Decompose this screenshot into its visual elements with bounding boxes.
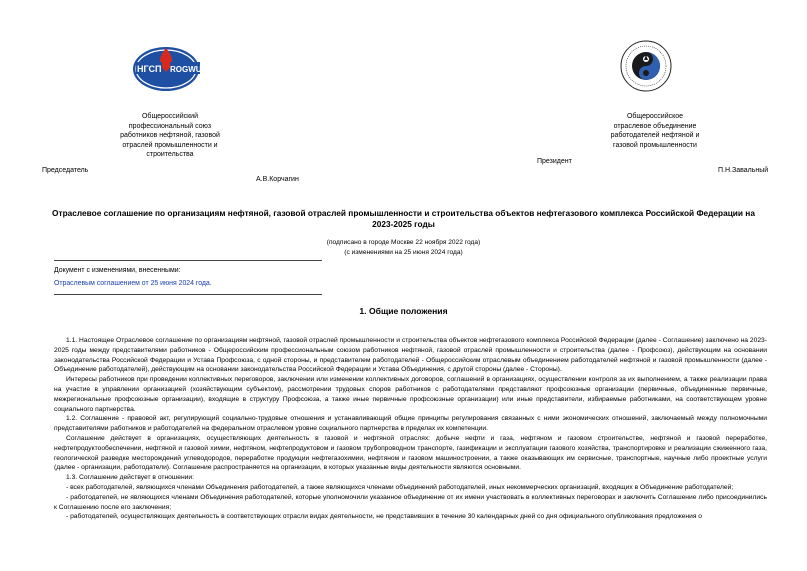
left-organization-name	[112, 112, 228, 160]
org-line: работодателей нефтяной и	[610, 132, 700, 139]
amendment-label: Документ с изменениями, внесенными:	[54, 267, 181, 274]
chair-name: А.В.Корчагин	[256, 176, 299, 183]
logo-text-left: НГСП	[137, 64, 162, 74]
amendment-link[interactable]: Отраслевым соглашением от 25 июня 2024 года.	[54, 280, 212, 287]
right-organization-name	[597, 112, 713, 150]
org-line: отраслей промышленности и	[122, 141, 218, 149]
org-line: отраслевое объединение	[613, 122, 697, 130]
divider-top	[54, 260, 322, 261]
document-title: Отраслевое соглашение по организациям нефтяной, газовой отраслей промышленности и строительства объектов нефтегазового комплекса Российской Федерации на 2023-2025 годы	[52, 208, 755, 229]
paragraph: 1.3. Соглашение действует в отношении:	[66, 474, 194, 482]
president-label: Президент	[537, 158, 572, 165]
amend-note: (с изменениями на 25 июня 2024 года)	[344, 248, 463, 256]
paragraph: Соглашение действует в организациях, осуществляющих деятельность в газовой и нефтяной отраслях: добыче нефти и газа, нефтяном и газовом строительстве, нефтяной и газовой переработке, нефтепродуктообеспечении, нефтяной и газовой химии, нефтяном, нефтепродуктовом и газовом трубопроводном транспорте, газификации и эксплуатации газового хозяйства, транспортировке и реализации сжиженного газа, геологической разведке месторождений углеводородов, переработке продукции нефтегазохимии, нефтяном и газовом машиностроении, а также оказывающих им сервисные, транспортные, научные либо проектные услуги (далее - организации, работодатели). Соглашение распространяется на организации, в которых указанные виды деятельности являются основными.	[54, 434, 767, 472]
paragraph: - работодателей, не являющихся членами Объединения работодателей, которые уполномочили указанное объединение от их имени участвовать в коллективных переговорах и заключить Соглашение либо присоединились к Соглашению после его заключения;	[54, 493, 767, 511]
divider-bottom	[54, 294, 322, 295]
document-body	[54, 336, 767, 522]
employers-union-logo	[620, 40, 672, 92]
paragraph: - работодателей, осуществляющих деятельность в соответствующих отрасли видах деятельности, не представивших в течение 30 календарных дней со дня официального опубликования предложения о	[66, 513, 703, 521]
rogwu-logo	[128, 42, 204, 94]
section-heading: 1. Общие положения	[359, 306, 448, 316]
org-line: строительства	[146, 151, 194, 158]
org-line: Общероссийский	[141, 113, 199, 120]
amendment-note	[54, 266, 212, 289]
paragraph: - всех работодателей, являющихся членами Объединения работодателей, а также являющихся членами объединений работодателей, иных некоммерческих организаций, входящих в Объединение работодателей;	[66, 483, 734, 491]
paragraph: 1.2. Соглашение - правовой акт, регулирующий социально-трудовые отношения и устанавливающий общие принципы регулирования связанных с ними экономических отношений, заключаемый между полномочными представителями работников и работодателей на федеральном отраслевом уровне социального партнерства в пределах их компетенции.	[54, 415, 767, 433]
org-line: газовой промышленности	[613, 141, 697, 149]
logo-text-right: ROGWU	[170, 65, 202, 74]
paragraph: 1.1. Настоящее Отраслевое соглашение по организациям нефтяной, газовой отраслей промышленности и строительства объектов нефтегазового комплекса Российской Федерации (далее - Соглашение) заключено на 2023-2025 годы между представителями работников - Общероссийским профессиональным союзом работников нефтяной, газовой отраслей промышленности и строительства (далее - Профсоюз), действующим на основании законодательства Российской Федерации и Устава Профсоюза, с одной стороны, и представителем работодателей - Общероссийским отраслевым объединением работодателей нефтяной и газовой промышленности (далее - Объединение работодателей), действующим на основании законодательства Российской Федерации и Устава Объединения, с другой стороны (далее - Стороны).	[54, 337, 767, 374]
org-line: профессиональный союз	[128, 122, 212, 130]
signed-note: (подписано в городе Москве 22 ноября 2022 года)	[326, 239, 481, 246]
org-line: Общероссийское	[626, 113, 684, 120]
chair-label: Председатель	[42, 167, 89, 174]
signing-info	[250, 238, 557, 257]
president-name: П.Н.Завальный	[718, 167, 769, 174]
paragraph: Интересы работников при проведении коллективных переговоров, заключении или изменении коллективных договоров, соглашений в организациях, осуществлении контроля за их выполнением, а также реализации права на участие в управлении организацией (хозяйствующим субъектом), рассмотрении трудовых споров работников с работодателями представляют профсоюзные организации (первичные, объединенные первичные, межрегиональные профсоюзные организации), входящие в структуру Профсоюза, а также иные первичные профсоюзные организации) или иные представители, избираемые работниками, на соответствующем уровне социального партнерства.	[54, 376, 767, 413]
org-line: работников нефтяной, газовой	[120, 132, 220, 139]
